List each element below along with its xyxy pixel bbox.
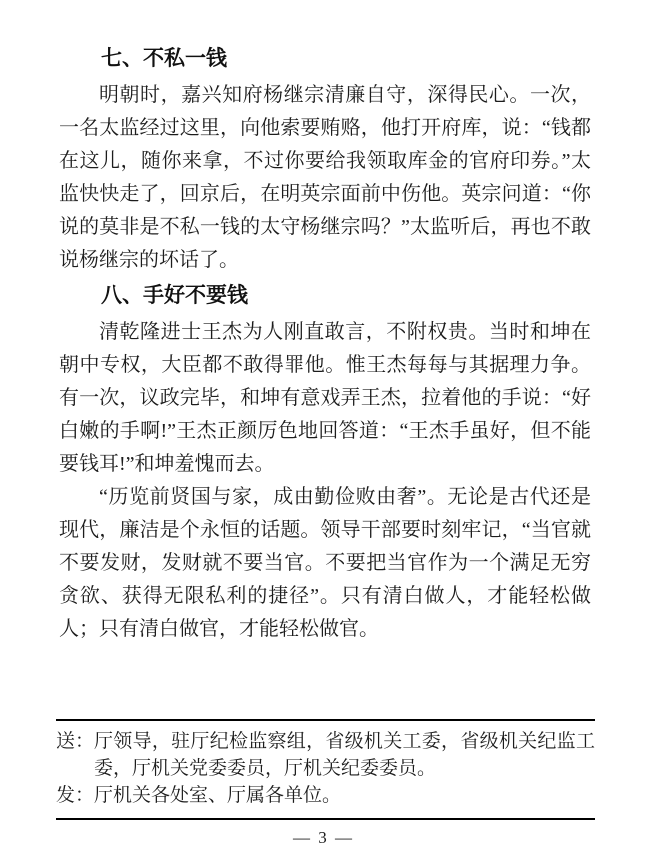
document-body bbox=[59, 40, 591, 646]
section-heading-7: 七、不私一钱 bbox=[101, 47, 227, 70]
distribution-footer bbox=[56, 719, 595, 820]
section-heading-8: 八、手好不要钱 bbox=[101, 284, 248, 307]
issue-label: 发： bbox=[56, 785, 95, 806]
paragraph-conclusion: “历览前贤国与家，成由勤俭败由奢”。无论是古代还是现代，廉洁是个永恒的话题。领导干部要时刻牢记，“当官就不要发财，发财就不要当官。不要把当官作为一个满足无穷贪欲、获得无限私利的捷径”。只有清白做人，才能轻松做人；只有清白做官，才能轻松做官。 bbox=[59, 486, 591, 640]
distribution-issue-row bbox=[56, 782, 595, 809]
issue-list: 厅机关各处室、厅属各单位。 bbox=[94, 785, 342, 806]
send-list: 厅领导，驻厅纪检监察组，省级机关工委，省级机关纪监工委，厅机关党委委员，厅机关纪委委员。 bbox=[94, 731, 595, 779]
paragraph-story-7: 明朝时，嘉兴知府杨继宗清廉自守，深得民心。一次，一名太监经过这里，向他索要贿赂，他打开府库，说：“钱都在这儿，随你来拿，不过你要给我领取库金的官府印券。”太监快快走了，回京后，在明英宗面前中伤他。英宗问道：“你说的莫非是不私一钱的太守杨继宗吗？”太监听后，再也不敢说杨继宗的坏话了。 bbox=[59, 84, 591, 271]
paragraph-story-8: 清乾隆进士王杰为人刚直敢言，不附权贵。当时和坤在朝中专权，大臣都不敢得罪他。惟王杰每每与其据理力争。有一次，议政完毕，和坤有意戏弄王杰，拉着他的手说：“好白嫩的手啊!”王杰正颜厉色地回答道：“王杰手虽好，但不能要钱耳!”和坤羞愧而去。 bbox=[59, 321, 591, 475]
page-number: — 3 — bbox=[293, 828, 354, 847]
send-label: 送： bbox=[56, 731, 95, 752]
distribution-send-row bbox=[56, 728, 595, 782]
